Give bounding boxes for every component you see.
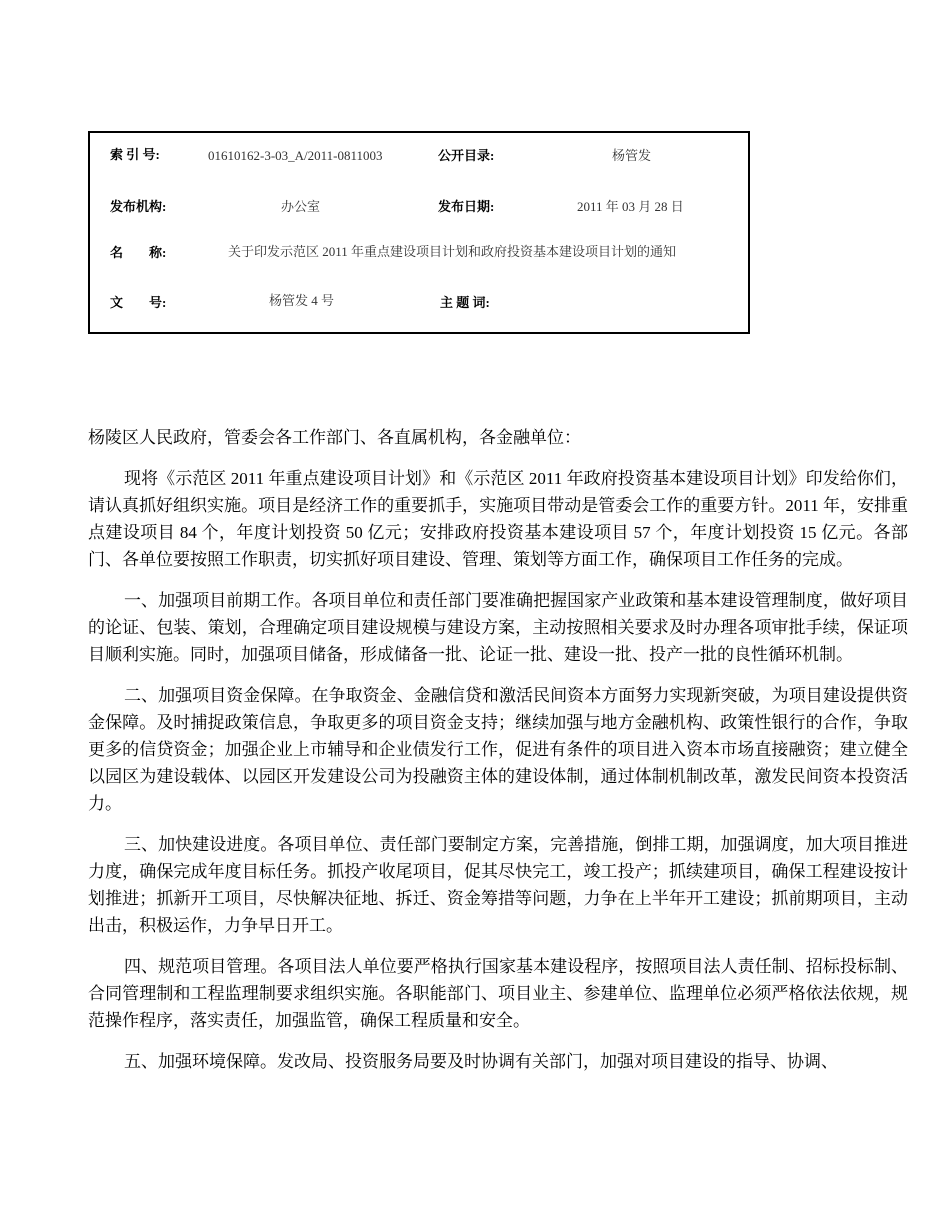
public-catalog-label: 公开目录: — [438, 148, 495, 163]
salutation: 杨陵区人民政府，管委会各工作部门、各直属机构，各金融单位： — [88, 428, 581, 447]
document-info-table — [88, 131, 750, 334]
document-number-value: 杨管发 4 号 — [269, 293, 335, 308]
title-value: 关于印发示范区 2011 年重点建设项目计划和政府投资基本建设项目计划的通知 — [228, 244, 677, 259]
subject-words-label: 主 题 词: — [440, 295, 490, 310]
issuer-label: 发布机构: — [110, 199, 167, 214]
index-number-label: 索 引 号: — [110, 147, 160, 162]
publish-date-value: 2011 年 03 月 28 日 — [577, 199, 684, 214]
index-number-value: 01610162-3-03_A/2011-0811003 — [208, 148, 383, 163]
paragraph-item-3: 三、加快建设进度。各项目单位、责任部门要制定方案，完善措施，倒排工期，加强调度，加大项目推进力度，确保完成年度目标任务。抓投产收尾项目，促其尽快完工，竣工投产；抓续建项目，确保工程建设按计划推进；抓新开工项目，尽快解决征地、拆迁、资金筹措等问题，力争在上半年开工建设；抓前期项目，主动出击，积极运作，力争早日开工。 — [88, 835, 908, 935]
document-number-label: 文 号: — [110, 295, 167, 310]
paragraph-item-5: 五、加强环境保障。发改局、投资服务局要及时协调有关部门，加强对项目建设的指导、协调、 — [124, 1052, 838, 1071]
paragraph-item-1: 一、加强项目前期工作。各项目单位和责任部门要准确把握国家产业政策和基本建设管理制度，做好项目的论证、包装、策划，合理确定项目建设规模与建设方案，主动按照相关要求及时办理各项审批手续，保证项目顺利实施。同时，加强项目储备，形成储备一批、论证一批、建设一批、投产一批的良性循环机制。 — [88, 591, 908, 664]
paragraph-item-4: 四、规范项目管理。各项目法人单位要严格执行国家基本建设程序，按照项目法人责任制、招标投标制、合同管理制和工程监理制要求组织实施。各职能部门、项目业主、参建单位、监理单位必须严格依法依规，规范操作程序，落实责任，加强监管，确保工程质量和安全。 — [88, 957, 908, 1030]
publish-date-label: 发布日期: — [438, 199, 495, 214]
paragraph-intro: 现将《示范区 2011 年重点建设项目计划》和《示范区 2011 年政府投资基本建设项目计划》印发给你们，请认真抓好组织实施。项目是经济工作的重要抓手，实施项目带动是管委会工作的重要方针。2011 年，安排重点建设项目 84 个，年度计划投资 50 亿元；安排政府投资基本建设项目 57 个，年度计划投资 15 亿元。各部门、各单位要按照工作职责，切实抓好项目建设、管理、策划等方面工作，确保项目工作任务的完成。 — [88, 469, 908, 569]
title-label: 名 称: — [110, 245, 167, 260]
public-catalog-value: 杨管发 — [612, 148, 652, 163]
paragraph-item-2: 二、加强项目资金保障。在争取资金、金融信贷和激活民间资本方面努力实现新突破，为项目建设提供资金保障。及时捕捉政策信息，争取更多的项目资金支持；继续加强与地方金融机构、政策性银行的合作，争取更多的信贷资金；加强企业上市辅导和企业债发行工作，促进有条件的项目进入资本市场直接融资；建立健全以园区为建设载体、以园区开发建设公司为投融资主体的建设体制，通过体制机制改革，激发民间资本投资活力。 — [88, 686, 908, 813]
document-body — [88, 424, 908, 1089]
issuer-value: 办公室 — [281, 199, 321, 214]
